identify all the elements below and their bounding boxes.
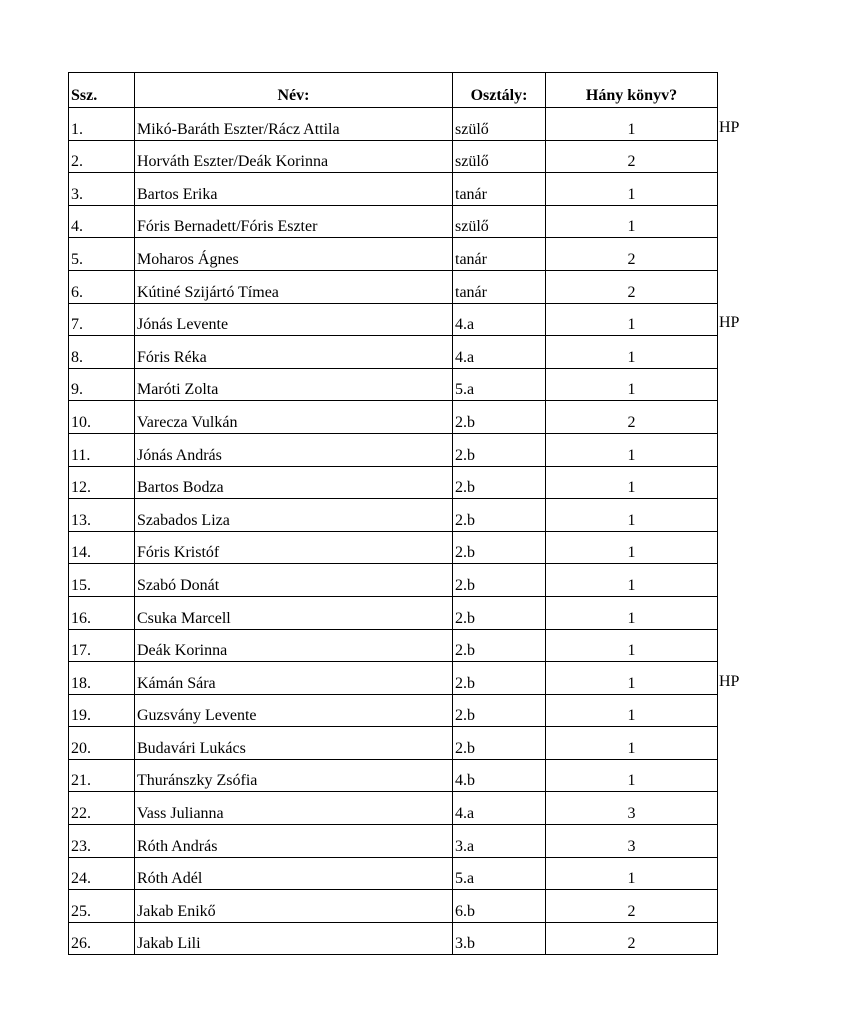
table-row: [69, 173, 718, 206]
cell-nev: Csuka Marcell: [135, 596, 453, 629]
cell-ssz: 20.: [69, 727, 135, 760]
cell-osztaly: tanár: [453, 270, 546, 303]
table-row: [69, 433, 718, 466]
cell-ssz: 14.: [69, 531, 135, 564]
cell-konyv: 2: [546, 401, 718, 434]
header-nev: Név:: [135, 73, 453, 108]
table-row: [69, 401, 718, 434]
cell-konyv: 1: [546, 857, 718, 890]
table-row: [69, 564, 718, 597]
table-row: [69, 270, 718, 303]
row-note: [717, 561, 777, 594]
row-note: HP: [719, 672, 740, 690]
cell-konyv: 3: [546, 825, 718, 858]
row-note: [717, 268, 777, 301]
notes-column: [717, 105, 777, 952]
row-note: [717, 138, 777, 171]
cell-ssz: 25.: [69, 890, 135, 923]
cell-ssz: 18.: [69, 662, 135, 695]
cell-ssz: 15.: [69, 564, 135, 597]
cell-konyv: 1: [546, 108, 718, 141]
cell-nev: Varecza Vulkán: [135, 401, 453, 434]
table-row: [69, 629, 718, 662]
cell-ssz: 26.: [69, 922, 135, 955]
row-note: [717, 627, 777, 660]
table-row: [69, 205, 718, 238]
cell-ssz: 13.: [69, 499, 135, 532]
cell-nev: Jakab Enikő: [135, 890, 453, 923]
cell-konyv: 2: [546, 140, 718, 173]
cell-nev: Maróti Zolta: [135, 368, 453, 401]
row-note: [717, 855, 777, 888]
cell-osztaly: tanár: [453, 173, 546, 206]
cell-nev: Moharos Ágnes: [135, 238, 453, 271]
cell-nev: Kútiné Szijártó Tímea: [135, 270, 453, 303]
row-note: HP: [719, 314, 740, 332]
cell-konyv: 1: [546, 629, 718, 662]
row-note: [717, 464, 777, 497]
cell-nev: Mikó-Baráth Eszter/Rácz Attila: [135, 108, 453, 141]
cell-osztaly: 6.b: [453, 890, 546, 923]
table-row: [69, 303, 718, 336]
row-note: [717, 333, 777, 366]
cell-nev: Guzsvány Levente: [135, 694, 453, 727]
cell-osztaly: szülő: [453, 108, 546, 141]
cell-nev: Fóris Kristóf: [135, 531, 453, 564]
table-row: [69, 922, 718, 955]
cell-konyv: 1: [546, 433, 718, 466]
cell-osztaly: 4.a: [453, 336, 546, 369]
cell-konyv: 1: [546, 564, 718, 597]
row-note: [717, 203, 777, 236]
cell-konyv: 3: [546, 792, 718, 825]
cell-osztaly: 3.b: [453, 922, 546, 955]
cell-osztaly: 4.a: [453, 792, 546, 825]
cell-osztaly: 5.a: [453, 857, 546, 890]
header-konyv: Hány könyv?: [546, 73, 718, 108]
row-note: [717, 496, 777, 529]
table-row: [69, 890, 718, 923]
cell-konyv: 1: [546, 662, 718, 695]
cell-konyv: 2: [546, 238, 718, 271]
row-note: [717, 757, 777, 790]
cell-nev: Fóris Réka: [135, 336, 453, 369]
header-row: [69, 73, 718, 108]
cell-osztaly: 2.b: [453, 531, 546, 564]
cell-ssz: 21.: [69, 759, 135, 792]
table-row: [69, 108, 718, 141]
cell-osztaly: 2.b: [453, 564, 546, 597]
cell-osztaly: 2.b: [453, 401, 546, 434]
cell-nev: Róth András: [135, 825, 453, 858]
book-list-table: [68, 72, 718, 955]
table-row: [69, 238, 718, 271]
row-note: [717, 366, 777, 399]
table-row: [69, 466, 718, 499]
cell-osztaly: 2.b: [453, 433, 546, 466]
table-row: [69, 336, 718, 369]
table-row: [69, 759, 718, 792]
cell-konyv: 1: [546, 368, 718, 401]
table-row: [69, 499, 718, 532]
cell-konyv: 2: [546, 270, 718, 303]
cell-osztaly: szülő: [453, 205, 546, 238]
row-note: [717, 887, 777, 920]
cell-konyv: 1: [546, 596, 718, 629]
header-ssz: Ssz.: [69, 73, 135, 108]
table-row: [69, 140, 718, 173]
table-header: [69, 73, 718, 108]
row-note: [717, 822, 777, 855]
cell-nev: Bartos Bodza: [135, 466, 453, 499]
table-row: [69, 727, 718, 760]
cell-ssz: 12.: [69, 466, 135, 499]
cell-osztaly: 3.a: [453, 825, 546, 858]
cell-konyv: 1: [546, 466, 718, 499]
cell-osztaly: tanár: [453, 238, 546, 271]
cell-osztaly: 2.b: [453, 629, 546, 662]
row-note: [717, 594, 777, 627]
cell-konyv: 1: [546, 727, 718, 760]
cell-konyv: 2: [546, 890, 718, 923]
row-note: [717, 789, 777, 822]
table-row: [69, 531, 718, 564]
table-row: [69, 825, 718, 858]
cell-ssz: 17.: [69, 629, 135, 662]
cell-nev: Budavári Lukács: [135, 727, 453, 760]
table-row: [69, 857, 718, 890]
cell-ssz: 6.: [69, 270, 135, 303]
cell-konyv: 1: [546, 694, 718, 727]
cell-osztaly: 2.b: [453, 662, 546, 695]
cell-nev: Szabados Liza: [135, 499, 453, 532]
cell-konyv: 1: [546, 499, 718, 532]
cell-nev: Deák Korinna: [135, 629, 453, 662]
cell-nev: Bartos Erika: [135, 173, 453, 206]
cell-konyv: 1: [546, 173, 718, 206]
table-row: [69, 368, 718, 401]
cell-ssz: 16.: [69, 596, 135, 629]
cell-nev: Kámán Sára: [135, 662, 453, 695]
cell-osztaly: 2.b: [453, 499, 546, 532]
cell-nev: Jónás Levente: [135, 303, 453, 336]
cell-nev: Róth Adél: [135, 857, 453, 890]
cell-ssz: 19.: [69, 694, 135, 727]
header-osztaly: Osztály:: [453, 73, 546, 108]
cell-nev: Jakab Lili: [135, 922, 453, 955]
cell-osztaly: 5.a: [453, 368, 546, 401]
cell-ssz: 11.: [69, 433, 135, 466]
table-body: [69, 108, 718, 955]
row-note: [717, 529, 777, 562]
cell-ssz: 7.: [69, 303, 135, 336]
cell-konyv: 1: [546, 759, 718, 792]
cell-ssz: 5.: [69, 238, 135, 271]
cell-nev: Fóris Bernadett/Fóris Eszter: [135, 205, 453, 238]
cell-konyv: 2: [546, 922, 718, 955]
cell-osztaly: 2.b: [453, 466, 546, 499]
cell-nev: Horváth Eszter/Deák Korinna: [135, 140, 453, 173]
cell-ssz: 23.: [69, 825, 135, 858]
cell-ssz: 24.: [69, 857, 135, 890]
cell-osztaly: szülő: [453, 140, 546, 173]
cell-ssz: 8.: [69, 336, 135, 369]
cell-nev: Szabó Donát: [135, 564, 453, 597]
table-row: [69, 792, 718, 825]
row-note: [717, 431, 777, 464]
cell-osztaly: 2.b: [453, 694, 546, 727]
cell-konyv: 1: [546, 336, 718, 369]
cell-osztaly: 2.b: [453, 596, 546, 629]
table-row: [69, 596, 718, 629]
cell-ssz: 2.: [69, 140, 135, 173]
row-note: [717, 692, 777, 725]
row-note: [717, 170, 777, 203]
cell-ssz: 22.: [69, 792, 135, 825]
cell-nev: Jónás András: [135, 433, 453, 466]
cell-ssz: 9.: [69, 368, 135, 401]
cell-konyv: 1: [546, 303, 718, 336]
row-note: [717, 398, 777, 431]
cell-ssz: 4.: [69, 205, 135, 238]
table-row: [69, 662, 718, 695]
row-note: HP: [719, 118, 740, 136]
cell-ssz: 10.: [69, 401, 135, 434]
cell-nev: Vass Julianna: [135, 792, 453, 825]
row-note: [717, 724, 777, 757]
cell-nev: Thuránszky Zsófia: [135, 759, 453, 792]
cell-osztaly: 4.a: [453, 303, 546, 336]
row-note: [717, 235, 777, 268]
cell-ssz: 3.: [69, 173, 135, 206]
table-row: [69, 694, 718, 727]
cell-konyv: 1: [546, 531, 718, 564]
cell-ssz: 1.: [69, 108, 135, 141]
cell-konyv: 1: [546, 205, 718, 238]
row-note: [717, 920, 777, 953]
cell-osztaly: 4.b: [453, 759, 546, 792]
cell-osztaly: 2.b: [453, 727, 546, 760]
